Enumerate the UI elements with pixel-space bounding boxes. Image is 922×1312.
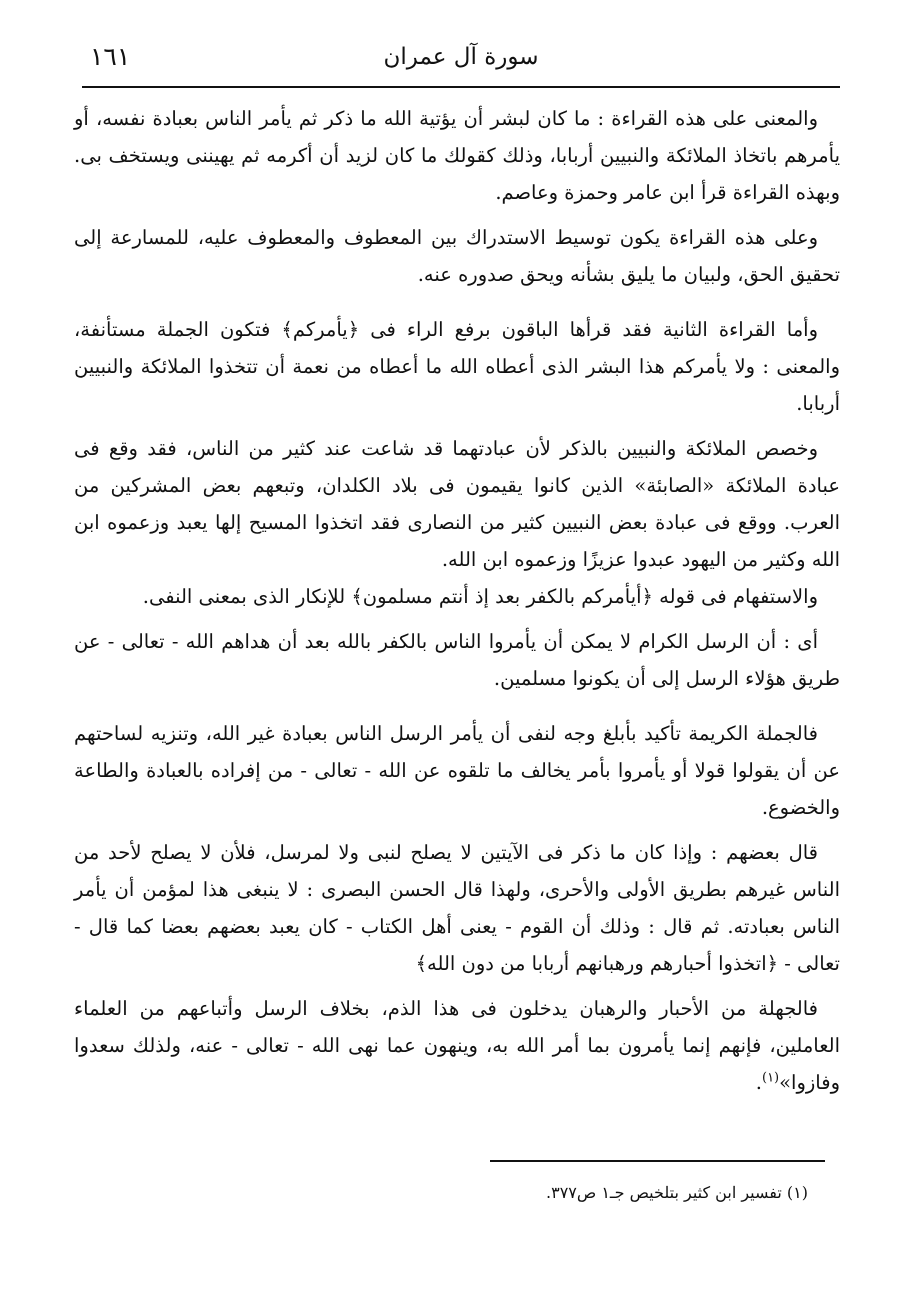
surah-title: سورة آل عمران [383,44,539,70]
footnote-marker: (١) [761,1070,780,1086]
paragraph: وعلى هذه القراءة يكون توسيط الاستدراك بين المعطوف والمعطوف عليه، للمسارعة إلى تحقيق الحق، ولبيان ما يليق بشأنه ويحق صدوره عنه. [74,226,840,286]
page-number: ١٦١ [90,42,131,71]
paragraph: أى : أن الرسل الكرام لا يمكن أن يأمروا الناس بالكفر بالله بعد أن هداهم الله - تعالى - عن طريق هؤلاء الرسل إلى أن يكونوا مسلمين. [74,630,840,690]
footnote: (١) تفسير ابن كثير بتلخيص جـ١ ص٣٧٧. [546,1183,808,1202]
footnote-rule [490,1160,825,1162]
paragraph: قال بعضهم : وإذا كان ما ذكر فى الآيتين لا يصلح لنبى ولا لمرسل، فلأن لا يصلح لأحد من الناس غيرهم بطريق الأولى والأحرى، ولهذا قال الحسن البصرى : لا ينبغى هذا لمؤمن أن يأمر الناس بعبادته. ثم قال : وذلك أن القوم - يعنى أهل الكتاب - كان يعبد بعضهم بعضا كما قال - تعالى - ﴿اتخذوا أحبارهم ورهبانهم أربابا من دون الله﴾ [74,841,840,975]
paragraph: والاستفهام فى قوله ﴿أيأمركم بالكفر بعد إذ أنتم مسلمون﴾ للإنكار الذى بمعنى النفى. [142,585,818,608]
paragraph: والمعنى على هذه القراءة : ما كان لبشر أن يؤتية الله ما ذكر ثم يأمر الناس بعبادة نفسه، أو يأمرهم باتخاذ الملائكة والنبيين أربابا، وذلك كقولك ما كان لزيد أن أكرمه ثم يهيننى ويستخف بى. وبهذه القراءة قرأ ابن عامر وحمزة وعاصم. [74,107,840,204]
paragraph: وأما القراءة الثانية فقد قرأها الباقون برفع الراء فى ﴿يأمركم﴾ فتكون الجملة مستأنفة، والمعنى : ولا يأمركم هذا البشر الذى أعطاه الله ما أعطاه من نعمة أن تتخذوا الملائكة والنبيين أربابا. [74,318,840,415]
paragraph-text: فالجهلة من الأحبار والرهبان يدخلون فى هذا الذم، بخلاف الرسل وأتباعهم من العلماء العاملين، فإنهم إنما يأمرون بما أمر الله به، وينهون عما نهى الله - تعالى - عنه، ولذلك سعدوا وفازوا» [74,997,840,1094]
page-header [82,40,840,88]
header-rule [82,86,840,88]
body-text [74,100,840,1101]
paragraph-last: فالجهلة من الأحبار والرهبان يدخلون فى هذا الذم، بخلاف الرسل وأتباعهم من العلماء العاملين، فإنهم إنما يأمرون بما أمر الله به، وينهون عما نهى الله - تعالى - عنه، ولذلك سعدوا وفازوا»$^{(١)}$. [74,997,840,1094]
paragraph: فالجملة الكريمة تأكيد بأبلغ وجه لنفى أن يأمر الرسل الناس بعبادة غير الله، وتنزيه لساحتهم عن أن يقولوا قولا أو يأمروا بأمر يخالف ما تلقوه عن الله - تعالى - من إفراده بالعبادة والطاعة والخضوع. [74,722,840,819]
paragraph: وخصص الملائكة والنبيين بالذكر لأن عبادتهما قد شاعت عند كثير من الناس، فقد وقع فى عبادة الملائكة «الصابئة» الذين كانوا يقيمون فى بلاد الكلدان، وتبعهم بعض المشركين من العرب. ووقع فى عبادة بعض النبيين كثير من النصارى فقد اتخذوا المسيح إلها يعبد وزعموه ابن الله وكثير من اليهود عبدوا عزيزًا وزعموه ابن الله. [74,437,840,571]
